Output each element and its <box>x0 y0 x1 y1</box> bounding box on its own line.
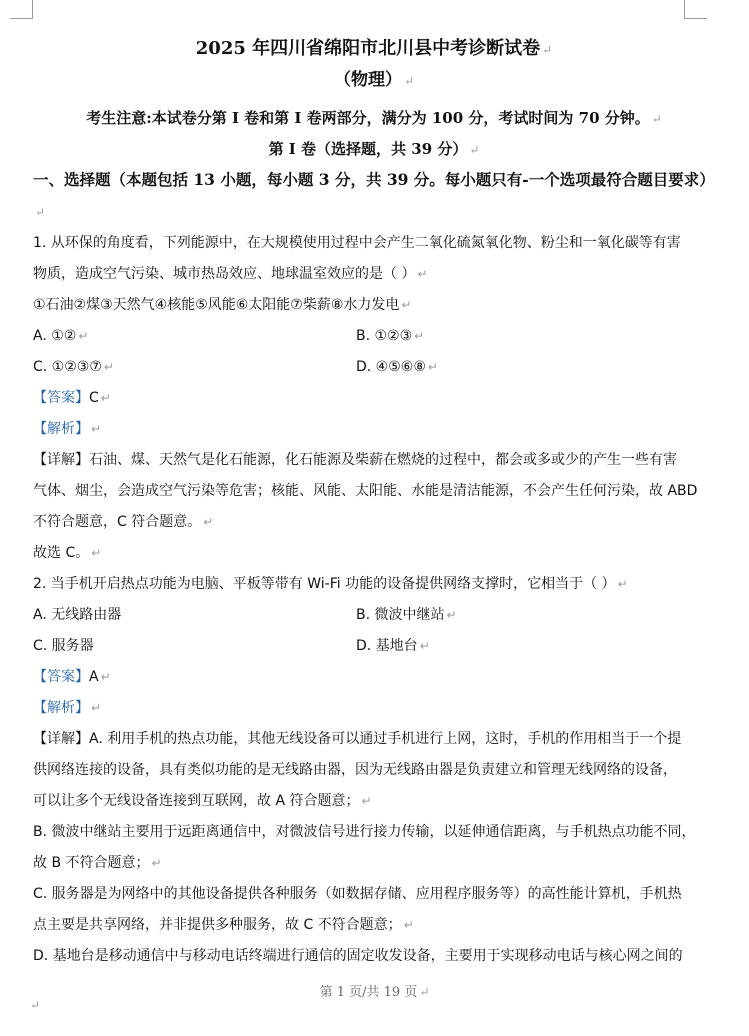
question-1-conclusion: 故选 C。 ↵ <box>33 545 102 561</box>
page-footer: 第 1 页/共 19 页 ↵ <box>319 985 430 1000</box>
question-2-option-b-explanation-2: 故 B 不符合题意； ↵ <box>33 855 162 871</box>
question-2-stem: 2. 当手机开启热点功能为电脑、平板等带有 Wi-Fi 功能的设备提供网络支撑时，它相当于（ ） ↵ <box>33 576 628 592</box>
q1-option-c: C. ①②③⑦ ↵ <box>33 359 114 375</box>
question-1-answer: 【答案】C ↵ <box>33 390 111 406</box>
volume-heading: 第 I 卷（选择题，共 39 分） ↵ <box>268 140 480 158</box>
question-2-analysis-tag: 【解析】 ↵ <box>33 700 102 716</box>
question-1-stem-line-1: 1. 从环保的角度看，下列能源中，在大规模使用过程中会产生二氧化硫氮氧化物、粉尘和一氧化碳等有害 <box>33 235 681 251</box>
question-2-answer: 【答案】A ↵ <box>33 669 111 685</box>
question-2-detail-line-2: 供网络连接的设备，具有类似功能的是无线路由器，因为无线路由器是负责建立和管理无线网络的设备， <box>33 762 677 778</box>
question-2-option-c-explanation-1: C. 服务器是为网络中的其他设备提供各种服务（如数据存储、应用程序服务等）的高性能计算机，手机热 <box>33 886 682 902</box>
question-1-detail-line-1: 【详解】石油、煤、天然气是化石能源，化石能源及柴薪在燃烧的过程中，都会或多或少的产生一些有害 <box>33 452 677 468</box>
exam-notice: 考生注意:本试卷分第 I 卷和第 I 卷两部分，满分为 100 分，考试时间为 70 分钟。 ↵ <box>86 109 662 127</box>
q1-option-b: B. ①②③ ↵ <box>356 328 425 344</box>
question-1-detail-line-2: 气体、烟尘，会造成空气污染等危害；核能、风能、太阳能、水能是清洁能源，不会产生任何污染，故 ABD <box>33 483 698 499</box>
question-1-analysis-tag: 【解析】 ↵ <box>33 421 102 437</box>
document-title: 2025 年四川省绵阳市北川县中考诊断试卷 ↵ <box>195 38 553 59</box>
q2-option-d: D. 基地台 ↵ <box>356 638 430 654</box>
question-2-detail-line-3: 可以让多个无线设备连接到互联网，故 A 符合题意； ↵ <box>33 793 372 809</box>
section-heading: 一、选择题（本题包括 13 小题，每小题 3 分，共 39 分。每小题只有-一个选项最符合题目要求）↵ <box>33 170 715 219</box>
corner-mark-top-right <box>684 0 707 19</box>
question-2-option-d-explanation-1: D. 基地台是移动通信中与移动电话终端进行通信的固定收发设备，主要用于实现移动电话与核心网之间的 <box>33 948 683 964</box>
q2-option-a: A. 无线路由器 <box>33 607 122 623</box>
question-1-stem-line-2: 物质，造成空气污染、城市热岛效应、地球温室效应的是（ ） ↵ <box>33 266 428 282</box>
q1-option-a: A. ①② ↵ <box>33 328 89 344</box>
corner-mark-top-left <box>10 0 33 19</box>
question-1-options <box>33 321 715 383</box>
document-subject: （物理） ↵ <box>333 70 415 90</box>
q2-option-b: B. 微波中继站 ↵ <box>356 607 457 623</box>
question-1-detail-line-3: 不符合题意，C 符合题意。 ↵ <box>33 514 214 530</box>
document-page <box>33 26 715 972</box>
paragraph-mark: ↵ <box>30 998 41 1012</box>
q1-option-d: D. ④⑤⑥⑧ ↵ <box>356 359 438 375</box>
question-2-options <box>33 600 715 662</box>
question-2-detail-line-1: 【详解】A. 利用手机的热点功能，其他无线设备可以通过手机进行上网，这时，手机的作用相当于一个提 <box>33 731 682 747</box>
question-1-energy-list: ①石油②煤③天然气④核能⑤风能⑥太阳能⑦柴薪⑧水力发电 ↵ <box>33 297 412 313</box>
question-2-option-b-explanation-1: B. 微波中继站主要用于远距离通信中，对微波信号进行接力传输，以延伸通信距离，与手机热点功能不同， <box>33 824 696 840</box>
q2-option-c: C. 服务器 <box>33 638 94 654</box>
question-2-option-c-explanation-2: 点主要是共享网络，并非提供多种服务，故 C 不符合题意； ↵ <box>33 917 414 933</box>
